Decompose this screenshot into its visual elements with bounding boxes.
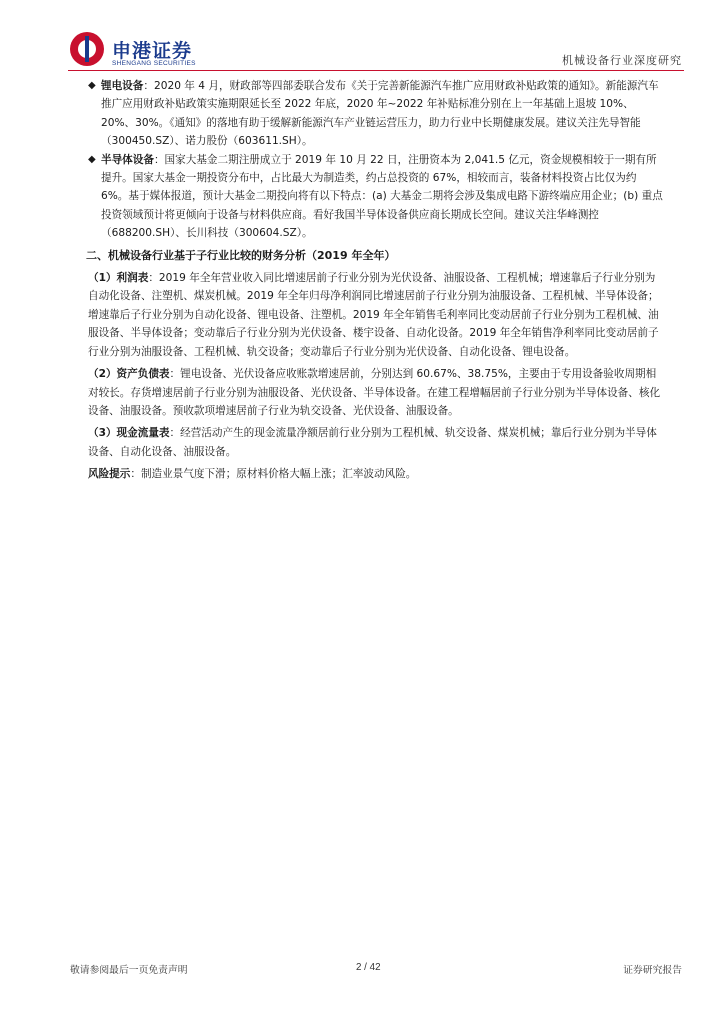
paragraph-text: ：经营活动产生的现金流量净额居前行业分别为工程机械、轨交设备、煤炭机械；靠后行业分别为半导体设备、自动化设备、油服设备。 (88, 427, 657, 458)
bullet-text: ：2020 年 4 月，财政部等四部委联合发布《关于完善新能源汽车推广应用财政补贴政策的通知》。新能源汽车推广应用财政补贴政策实施期限延长至 2022 年底，2020 年~2022 年补贴标准分别在上一年基础上退坡 10%、20%、30%。《通知》的落地有助于缓解新能源汽车产业链运营压力，助力行业中长期健康发展。建议关注先导智能（300450.SZ）、诺力股份（603611.SH）。 (101, 80, 659, 148)
header-divider (68, 70, 684, 71)
bullet-icon: ◆ (88, 80, 96, 91)
disclaimer-note: 敬请参阅最后一页免责声明 (70, 965, 188, 976)
paragraph-text: ：锂电设备、光伏设备应收账款增速居前，分别达到 60.67%、38.75%，主要由于专用设备验收周期相对较长。存货增速居前子行业分别为油服设备、光伏设备、半导体设备。在建工程增幅居前子行业分别为半导体设备、核化设备、油服设备。预收款项增速居前子行业为轨交设备、光伏设备、油服设备。 (88, 368, 661, 417)
paragraph-label: （1）利润表 (88, 272, 149, 285)
bullet-icon: ◆ (88, 153, 96, 165)
paragraph-risk-warning (88, 465, 665, 483)
paragraph-label: 风险提示 (88, 468, 131, 481)
paragraph-text: ：2019 年全年营业收入同比增速居前子行业分别为光伏设备、油服设备、工程机械；增速靠后子行业分别为自动化设备、注塑机、煤炭机械。2019 年全年归母净利润同比增速居前子行业分别为油服设备、工程机械、半导体设备；增速靠后子行业分别为自动化设备、锂电设备、注塑机。2019 年全年销售毛利率同比变动居前子行业分别为工程机械、油服设备、半导体设备；变动靠后子行业分别为光伏设备、楼宇设备、自动化设备。2019 年全年销售净利率同比变动居前子行业分别为油服设备、工程机械、轨交设备；变动靠后子行业分别为光伏设备、自动化设备、锂电设备。 (88, 272, 659, 358)
logo-chinese-name: 申港证券 (112, 40, 193, 62)
section-heading: 二、机械设备行业基于子行业比较的财务分析（2019 年全年） (86, 248, 396, 262)
bullet-text: ：国家大基金二期注册成立于 2019 年 10 月 22 日，注册资本为 2,041.5 亿元，资金规模相较于一期有所提升。国家大基金一期投资分布中，占比最大为制造类，约占总投资的 67%，相较而言，装备材料投资占比仅为约 6%。基于媒体报道，预计大基金二期投向将有以下特点：(a) 大基金二期将会涉及集成电路下游终端应用企业；(b) 重点投资领域预计将更倾向于设备与材料供应商。看好我国半导体设备供应商长期成长空间。建议关注华峰测控（688200.SH）、长川科技（300604.SZ）。 (101, 153, 663, 240)
paragraph-label: （3）现金流量表 (88, 427, 170, 440)
logo-english-name: SHENGANG SECURITIES (112, 60, 196, 67)
paragraph-text: ：制造业景气度下滑；原材料价格大幅上涨；汇率波动风险。 (130, 468, 417, 481)
page-header (0, 0, 724, 80)
report-body (88, 77, 665, 484)
report-type-label: 证券研究报告 (623, 965, 682, 976)
bullet-label: 半导体设备 (101, 153, 154, 166)
page-number: 2 / 42 (356, 962, 381, 973)
paragraph-label: （2）资产负债表 (88, 368, 170, 381)
bullet-lithium-equipment (88, 77, 665, 151)
paragraph-balance-sheet (88, 365, 665, 420)
report-category-title: 机械设备行业深度研究 (562, 54, 682, 67)
bullet-label: 锂电设备 (101, 80, 144, 92)
bullet-semiconductor-equipment (88, 151, 665, 243)
paragraph-income-statement (88, 269, 665, 361)
paragraph-cash-flow (88, 424, 665, 461)
company-logo-icon (70, 32, 104, 66)
